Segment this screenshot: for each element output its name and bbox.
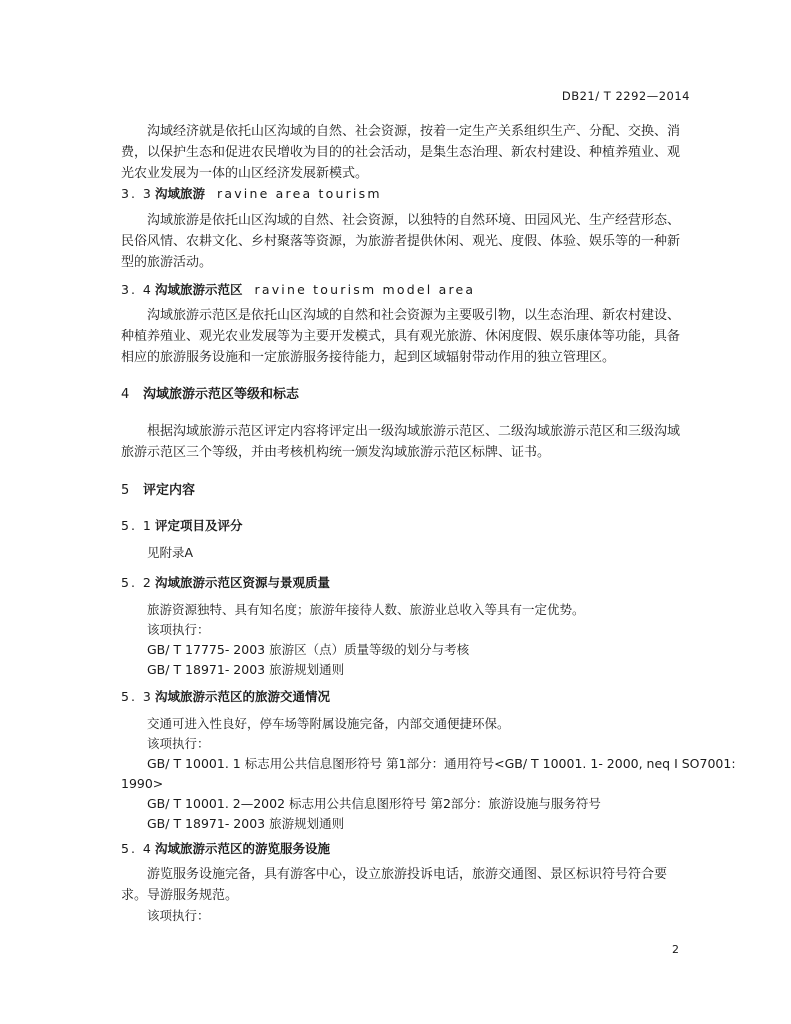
body-paragraph: 根据沟域旅游示范区评定内容将评定出一级沟域旅游示范区、二级沟域旅游示范区和三级沟域旅游示范区三个等级，并由考核机构统一颁发沟域旅游示范区标牌、证书。	[121, 424, 681, 460]
section-number: 3. 3	[121, 186, 153, 201]
reference-standard: GB/ T 18971- 2003 旅游规划通则	[147, 662, 345, 677]
section-3-3-body	[0, 210, 791, 273]
body-line: 旅游资源独特、具有知名度；旅游年接待人数、旅游业总收入等具有一定优势。	[147, 602, 585, 617]
body-line: 交通可进入性良好，停车场等附属设施完备，内部交通便捷环保。	[147, 716, 510, 731]
section-5-heading	[0, 480, 791, 501]
section-5-4-heading	[0, 838, 791, 859]
section-number: 5	[121, 483, 130, 498]
definition-paragraph: 沟域旅游示范区是依托山区沟域的自然和社会资源为主要吸引物，以生态治理、新农村建设、种植养殖业、观光农业发展等为主要开发模式，具有观光旅游、休闲度假、娱乐康体等功能，具备相应的旅游服务设施和一定旅游服务接待能力，起到区域辐射带动作用的独立管理区。	[121, 308, 681, 365]
section-title: 沟域旅游示范区资源与景观质量	[155, 575, 331, 590]
section-title: 沟域旅游示范区的游览服务设施	[155, 841, 331, 856]
section-title: 沟域旅游示范区	[155, 282, 243, 297]
body-line: 见附录A	[147, 545, 194, 560]
section-5-2-heading	[0, 572, 791, 593]
intro-paragraph-block	[0, 121, 791, 184]
reference-standard: GB/ T 10001. 2—2002 标志用公共信息图形符号 第2部分：旅游设施与服务符号	[147, 796, 601, 811]
section-number: 5. 1	[121, 518, 153, 533]
section-5-1-body	[0, 543, 791, 563]
section-5-1-heading	[0, 515, 791, 536]
reference-standard: GB/ T 10001. 1 标志用公共信息图形符号 第1部分：通用符号<GB/ T 10001. 1- 2000, neq I SO7001:	[147, 756, 736, 771]
reference-standard-continued: 1990>	[121, 776, 164, 791]
execution-label: 该项执行：	[147, 908, 210, 923]
section-3-4-body	[0, 305, 791, 368]
section-title: 沟域旅游示范区的旅游交通情况	[155, 689, 331, 704]
section-title: 沟域旅游示范区等级和标志	[143, 387, 300, 402]
section-number: 5. 3	[121, 689, 153, 704]
section-5-3-body	[0, 714, 791, 834]
section-3-4-heading	[0, 279, 791, 300]
section-number: 4	[121, 387, 130, 402]
section-number: 3. 4	[121, 282, 153, 297]
section-english-term: ravine area tourism	[217, 186, 382, 201]
section-5-2-body	[0, 600, 791, 680]
section-number: 5. 2	[121, 575, 153, 590]
section-title: 评定项目及评分	[155, 518, 243, 533]
page-number: 2	[672, 943, 679, 956]
section-title: 沟域旅游	[155, 186, 206, 201]
section-4-heading	[0, 384, 791, 405]
intro-paragraph: 沟域经济就是依托山区沟域的自然、社会资源，按着一定生产关系组织生产、分配、交换、消费，以保护生态和促进农民增收为目的的社会活动，是集生态治理、新农村建设、种植养殖业、观光农业发展为一体的山区经济发展新模式。	[121, 124, 681, 181]
section-4-body	[0, 421, 791, 463]
section-title: 评定内容	[143, 483, 196, 498]
definition-paragraph: 沟域旅游是依托山区沟域的自然、社会资源，以独特的自然环境、田园风光、生产经营形态、民俗风情、农耕文化、乡村聚落等资源，为旅游者提供休闲、观光、度假、体验、娱乐等的一种新型的旅游活动。	[121, 213, 681, 270]
reference-standard: GB/ T 17775- 2003 旅游区（点）质量等级的划分与考核	[147, 642, 470, 657]
section-english-term: ravine tourism model area	[254, 282, 476, 297]
section-5-3-heading	[0, 686, 791, 707]
execution-label: 该项执行：	[147, 622, 210, 637]
standard-code-header: DB21/ T 2292—2014	[561, 89, 690, 103]
section-number: 5. 4	[121, 841, 153, 856]
body-paragraph: 游览服务设施完备，具有游客中心，设立旅游投诉电话，旅游交通图、景区标识符号符合要求。导游服务规范。	[121, 867, 668, 903]
section-5-4-body	[0, 864, 791, 926]
reference-standard: GB/ T 18971- 2003 旅游规划通则	[147, 816, 345, 831]
execution-label: 该项执行：	[147, 736, 210, 751]
section-3-3-heading	[0, 183, 791, 204]
